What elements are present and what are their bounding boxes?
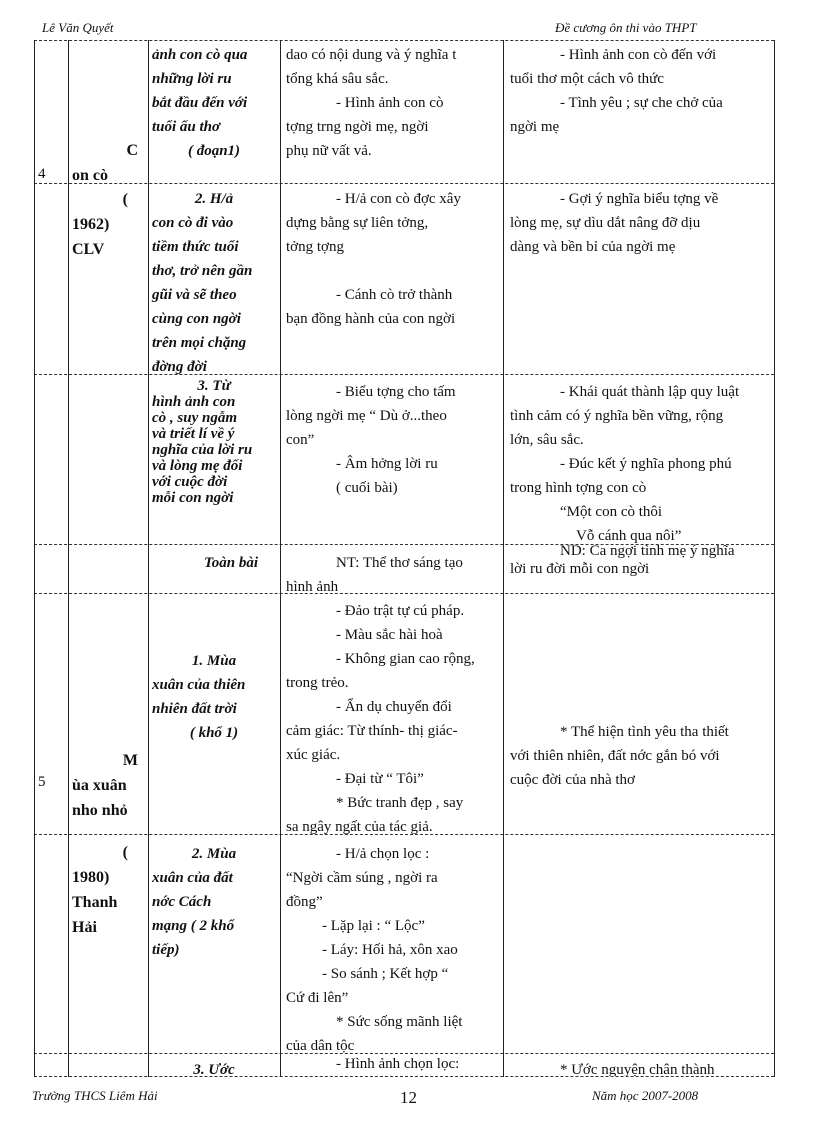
col-divider [503, 40, 504, 1077]
section-line: đờng đời [152, 359, 207, 375]
meaning-cell [510, 1058, 770, 1076]
poem-title-line: 1980) [72, 869, 110, 886]
art-line: - H/ả chọn lọc : [336, 846, 430, 862]
poem-title-line: Thanh [72, 894, 118, 911]
art-line: - Láy: Hối hả, xôn xao [322, 942, 458, 958]
art-line: - Ẩn dụ chuyển đổi [336, 699, 452, 715]
section-line: cùng con ngời [152, 311, 241, 327]
art-line: - So sánh ; Kết hợp “ [322, 966, 449, 982]
section-cell [152, 551, 276, 575]
poem-title-line: ( [122, 191, 128, 208]
poem-title-line: M [122, 752, 138, 769]
poem-title-line: C [126, 142, 138, 159]
art-line: sa ngây ngất của tác giả. [286, 819, 433, 835]
poem-title-line: Hải [72, 919, 97, 936]
section-cell [152, 43, 276, 163]
section-cell [152, 1058, 276, 1076]
art-line: NT: Thể thơ sáng tạo [336, 555, 463, 571]
section-line: với cuộc đời [152, 474, 228, 490]
section-line: 3. Từ [197, 378, 231, 394]
meaning-line: * Thể hiện tình yêu tha thiết [560, 724, 729, 740]
page-number: 12 [400, 1088, 417, 1107]
art-line: - Hình ảnh chọn lọc: [336, 1056, 460, 1072]
art-line: - Cánh cò trở thành [336, 287, 453, 303]
meaning-cell [510, 720, 770, 792]
art-cell [286, 551, 498, 599]
meaning-line: cuộc đời của nhà thơ [510, 772, 635, 788]
meaning-line: * Ước nguyện chân thành [560, 1062, 715, 1076]
col-divider [68, 40, 69, 1077]
meaning-cell [510, 187, 770, 259]
art-line: Cứ đi lên” [286, 990, 349, 1006]
meaning-line: tình cảm có ý nghĩa bền vững, rộng [510, 408, 724, 424]
art-line: - Hình ảnh con cò [336, 95, 444, 111]
poem-year-author-cell [72, 187, 146, 262]
art-line: - Âm hởng lời ru [336, 456, 438, 472]
spacer [286, 259, 498, 283]
art-line: * Bức tranh đẹp , say [336, 795, 464, 811]
meaning-line: lớn, sâu sắc. [510, 432, 584, 448]
art-line: của dân tộc [286, 1038, 355, 1054]
row-divider [34, 40, 774, 41]
meaning-line: ND: Ca ngợi tình mẹ ý nghĩa [560, 543, 735, 559]
art-line: trong trẻo. [286, 675, 349, 691]
meaning-cell [510, 542, 770, 578]
art-line: - Không gian cao rộng, [336, 651, 475, 667]
art-cell [286, 43, 498, 163]
meaning-cell [510, 380, 770, 548]
section-line: và triết lí về ý [152, 426, 235, 442]
art-line: dựng bằng sự liên tởng, [286, 215, 429, 231]
section-cell [152, 649, 276, 745]
section-line: 2. H/ả [194, 191, 234, 207]
meaning-line: - Tình yêu ; sự che chở của [560, 95, 723, 111]
meaning-line: tuổi thơ một cách vô thức [510, 71, 664, 87]
meaning-line: với thiên nhiên, đất nớc gắn bó với [510, 748, 720, 764]
section-line: xuân của thiên [152, 677, 246, 693]
poem-title-line: nho nhỏ [72, 802, 128, 819]
section-line: trên mọi chặng [152, 335, 247, 351]
meaning-line: lòng mẹ, sự dìu dắt nâng đỡ dịu [510, 215, 701, 231]
section-line: Toàn bài [204, 555, 259, 571]
art-line: - Đảo trật tự cú pháp. [336, 603, 465, 619]
meaning-line: Vỗ cánh qua nôi” [576, 528, 682, 544]
section-line: và lòng mẹ đối [152, 458, 243, 474]
poem-title-cell [72, 138, 146, 188]
art-line: - Lặp lại : “ Lộc” [322, 918, 425, 934]
poem-title-cell [72, 748, 146, 823]
section-line: cò , suy ngẫm [152, 410, 238, 426]
art-line: dao có nội dung và ý nghĩa t [286, 47, 457, 63]
section-line: mạng ( 2 khổ [152, 918, 235, 934]
poem-title-line: on cò [72, 167, 108, 184]
art-cell [286, 842, 498, 1058]
art-line: đồng” [286, 894, 323, 910]
col-divider [280, 40, 281, 1077]
art-line: - Đại từ “ Tôi” [336, 771, 424, 787]
section-line: ( khổ 1) [189, 725, 239, 741]
footer-year: Năm học 2007-2008 [592, 1088, 699, 1103]
art-line: ( cuối bài) [336, 480, 398, 496]
section-cell [152, 378, 276, 506]
footer-school: Trường THCS Liêm Hải [32, 1088, 158, 1103]
art-line: “Ngời cầm súng , ngời ra [286, 870, 438, 886]
poem-title-line: ( [122, 844, 128, 861]
poem-title-line: 1962) [72, 216, 110, 233]
section-line: xuân của đất [152, 870, 233, 886]
section-line: nhiên đất trời [152, 701, 237, 717]
poem-year-author-cell [72, 840, 146, 940]
poem-title-line: ùa xuân [72, 777, 127, 794]
section-line: gũi và sẽ theo [152, 287, 237, 303]
section-line: 1. Mùa [191, 653, 237, 669]
meaning-cell [510, 43, 770, 139]
art-cell [286, 599, 498, 839]
section-line: nghĩa của lời ru [152, 442, 253, 458]
col-divider [34, 40, 35, 1077]
section-line: bắt đầu đến với [152, 95, 248, 111]
section-line: những lời ru [152, 71, 232, 87]
art-line: * Sức sống mãnh liệt [336, 1014, 463, 1030]
meaning-line: - Đúc kết ý nghĩa phong phú [560, 456, 732, 472]
art-line: con” [286, 432, 315, 448]
meaning-line: lời ru đời mỗi con ngời [510, 561, 650, 577]
art-line: cảm giác: Từ thính- thị giác- [286, 723, 458, 739]
art-cell [286, 187, 498, 331]
art-line: phụ nữ vất vả. [286, 143, 372, 159]
art-line: - Màu sắc hài hoà [336, 627, 443, 643]
section-line: thơ, trở nên gần [152, 263, 253, 279]
meaning-line: - Hình ảnh con cò đến với [560, 47, 717, 63]
section-line: ảnh con cò qua [152, 47, 248, 63]
art-line: tởng tợng [286, 239, 344, 255]
section-line: con cò đi vào [152, 215, 234, 231]
section-line: hình ảnh con [152, 394, 236, 410]
meaning-line: trong hình tợng con cò [510, 480, 647, 496]
section-cell [152, 187, 276, 379]
row-divider [34, 1076, 774, 1077]
header-title: Đề cương ôn thi vào THPT [555, 20, 697, 35]
section-line: ( đoạn1) [187, 143, 241, 159]
row-divider [34, 374, 774, 375]
row-number: 5 [38, 774, 46, 790]
section-cell [152, 842, 276, 962]
meaning-line: ngời mẹ [510, 119, 560, 135]
row-number: 4 [38, 166, 46, 182]
art-cell [286, 1054, 498, 1074]
section-line: tiềm thức tuổi [152, 239, 239, 255]
poem-title-line: CLV [72, 241, 105, 258]
art-line: - H/ả con cò đợc xây [336, 191, 461, 207]
section-line: 2. Mùa [191, 846, 237, 862]
meaning-line: - Gợi ý nghĩa biểu tợng về [560, 191, 719, 207]
art-line: - Biểu tợng cho tấm [336, 384, 456, 400]
art-line: tợng trng ngời mẹ, ngời [286, 119, 429, 135]
section-line: tuổi ấu thơ [152, 119, 221, 135]
header-author: Lê Văn Quyết [42, 20, 114, 35]
section-line: 3. Ước [193, 1062, 235, 1076]
art-line: lòng ngời mẹ “ Dù ở...theo [286, 408, 447, 424]
section-line: mỗi con ngời [152, 490, 234, 506]
meaning-line: “Một con cò thôi [560, 504, 663, 520]
section-line: nớc Cách [152, 894, 212, 910]
art-line: tổng khá sâu sắc. [286, 71, 389, 87]
art-line: xúc giác. [286, 747, 341, 763]
art-line: bạn đồng hành của con ngời [286, 311, 456, 327]
meaning-line: dàng và bền bỉ của ngời mẹ [510, 239, 676, 255]
meaning-line: - Khái quát thành lập quy luật [560, 384, 740, 400]
art-line: hình ảnh [286, 579, 339, 595]
col-divider [774, 40, 775, 1077]
section-line: tiếp) [152, 942, 180, 958]
col-divider [148, 40, 149, 1077]
art-cell [286, 380, 498, 500]
